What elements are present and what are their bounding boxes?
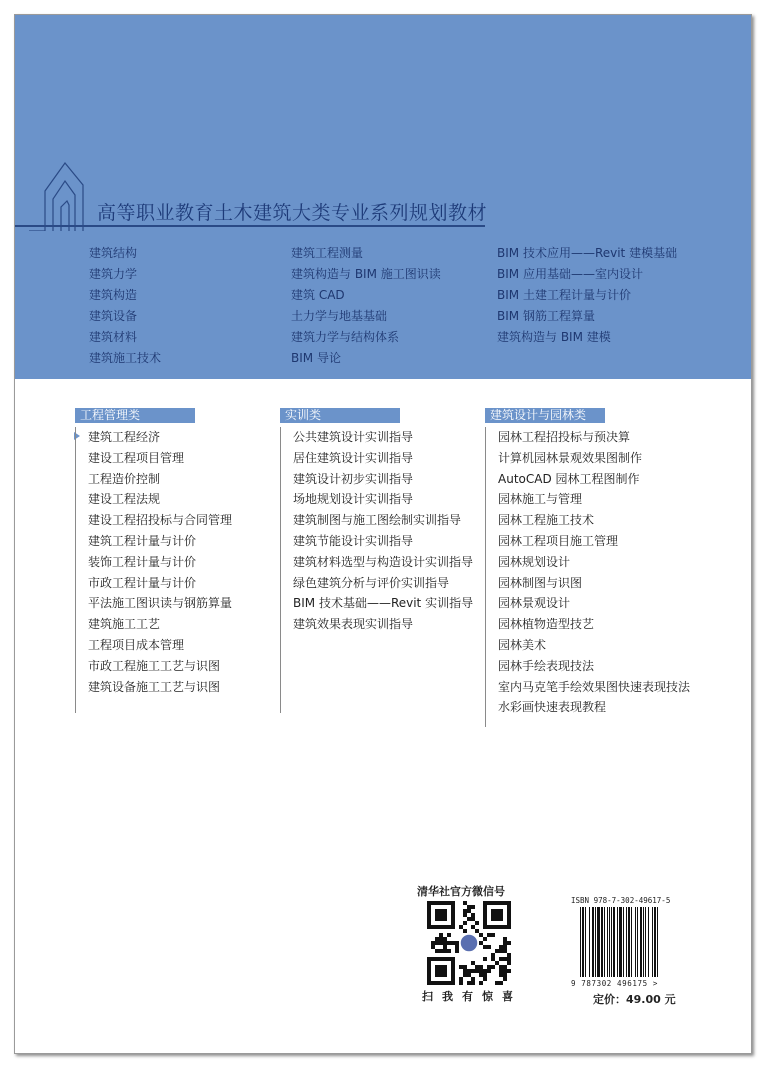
- category-list-management: [75, 427, 266, 713]
- list-item: 建筑力学与结构体系: [291, 330, 400, 344]
- series-title: 高等职业教育土木建筑大类专业系列规划教材: [97, 202, 488, 224]
- list-item: 园林工程施工技术: [498, 513, 595, 528]
- blue-band: [15, 15, 751, 379]
- list-item: 建筑设计初步实训指导: [293, 471, 414, 486]
- list-item: 市政工程计量与计价: [88, 575, 197, 590]
- list-item: 计算机园林景观效果图制作: [498, 450, 643, 465]
- list-item: 园林施工与管理: [498, 492, 583, 507]
- list-item: 装饰工程计量与计价: [88, 554, 197, 569]
- list-item: 园林景观设计: [498, 596, 571, 611]
- category-heading-training: 实训类: [280, 408, 400, 423]
- list-item: BIM 导论: [291, 351, 341, 365]
- list-item: 园林制图与识图: [498, 575, 583, 590]
- list-item: 工程造价控制: [88, 471, 161, 486]
- title-underline: [15, 225, 485, 227]
- list-item: 园林手绘表现技法: [498, 658, 595, 673]
- list-item: 建设工程项目管理: [88, 450, 185, 465]
- list-item: 建筑设备: [89, 309, 138, 323]
- list-item: 建筑工程经济: [88, 430, 161, 444]
- list-item: 场地规划设计实训指导: [293, 492, 414, 507]
- list-item: 园林规划设计: [498, 554, 571, 569]
- series-list-col-3: [497, 243, 677, 348]
- list-item: 建筑设备施工工艺与识图: [88, 679, 221, 694]
- isbn-top: ISBN 978-7-302-49617-5: [571, 896, 671, 905]
- list-item: 建筑制图与施工图绘制实训指导: [293, 513, 462, 528]
- list-item: 建筑材料选型与构造设计实训指导: [293, 554, 474, 569]
- list-item: 建筑工程测量: [291, 246, 364, 260]
- list-item: 绿色建筑分析与评价实训指导: [293, 575, 450, 590]
- list-item: 建筑施工工艺: [88, 617, 161, 632]
- category-heading-management: 工程管理类: [75, 408, 195, 423]
- qr-code: [427, 901, 511, 985]
- list-item: 建筑效果表现实训指导: [293, 617, 414, 632]
- qr-caption: 扫我有惊喜: [422, 990, 522, 1003]
- list-item: 工程项目成本管理: [88, 637, 185, 652]
- list-item: 建设工程法规: [88, 492, 161, 507]
- list-item: 建筑材料: [89, 330, 138, 344]
- list-item: 建筑工程计量与计价: [88, 533, 197, 548]
- list-item: 室内马克笔手绘效果图快速表现技法: [498, 679, 691, 694]
- list-item: 建筑构造与 BIM 施工图识读: [291, 267, 441, 281]
- list-item: 平法施工图识读与钢筋算量: [88, 596, 233, 611]
- category-heading-design-landscape: 建筑设计与园林类: [485, 408, 605, 423]
- list-item: 建筑节能设计实训指导: [293, 533, 414, 548]
- list-item: BIM 应用基础——室内设计: [497, 267, 643, 281]
- list-item: 园林植物造型技艺: [498, 617, 595, 632]
- isbn-barcode: [578, 907, 700, 979]
- series-list-col-2: [291, 243, 441, 369]
- list-item: 市政工程施工工艺与识图: [88, 658, 221, 673]
- price: 定价：49.00 元: [593, 993, 676, 1006]
- list-item: 园林工程项目施工管理: [498, 533, 619, 548]
- list-item: 水彩画快速表现教程: [498, 700, 607, 715]
- list-item: 园林工程招投标与预决算: [498, 430, 631, 444]
- list-item: BIM 技术基础——Revit 实训指导: [293, 596, 474, 611]
- list-item: BIM 钢筋工程算量: [497, 309, 595, 323]
- list-item: 建筑结构: [89, 246, 138, 260]
- list-item: 居住建筑设计实训指导: [293, 450, 414, 465]
- list-item: 建设工程招投标与合同管理: [88, 513, 233, 528]
- list-item: 公共建筑设计实训指导: [293, 430, 414, 444]
- category-list-training: [280, 427, 481, 713]
- list-item: 土力学与地基基础: [291, 309, 388, 323]
- list-item: BIM 技术应用——Revit 建模基础: [497, 246, 678, 260]
- isbn-bottom: 9 787302 496175 >: [571, 979, 658, 988]
- list-item: 建筑构造与 BIM 建模: [497, 330, 611, 344]
- list-item: AutoCAD 园林工程图制作: [498, 471, 640, 486]
- book-back-cover: [14, 14, 752, 1054]
- list-item: 园林美术: [498, 637, 547, 652]
- category-list-design-landscape: [485, 427, 706, 727]
- list-item: 建筑力学: [89, 267, 138, 281]
- list-item: BIM 土建工程计量与计价: [497, 288, 631, 302]
- qr-title: 清华社官方微信号: [417, 885, 505, 898]
- building-emblem-icon: [29, 155, 89, 231]
- list-item: 建筑 CAD: [291, 288, 345, 302]
- list-item: 建筑施工技术: [89, 351, 162, 365]
- list-item: 建筑构造: [89, 288, 138, 302]
- series-list-col-1: [89, 243, 161, 369]
